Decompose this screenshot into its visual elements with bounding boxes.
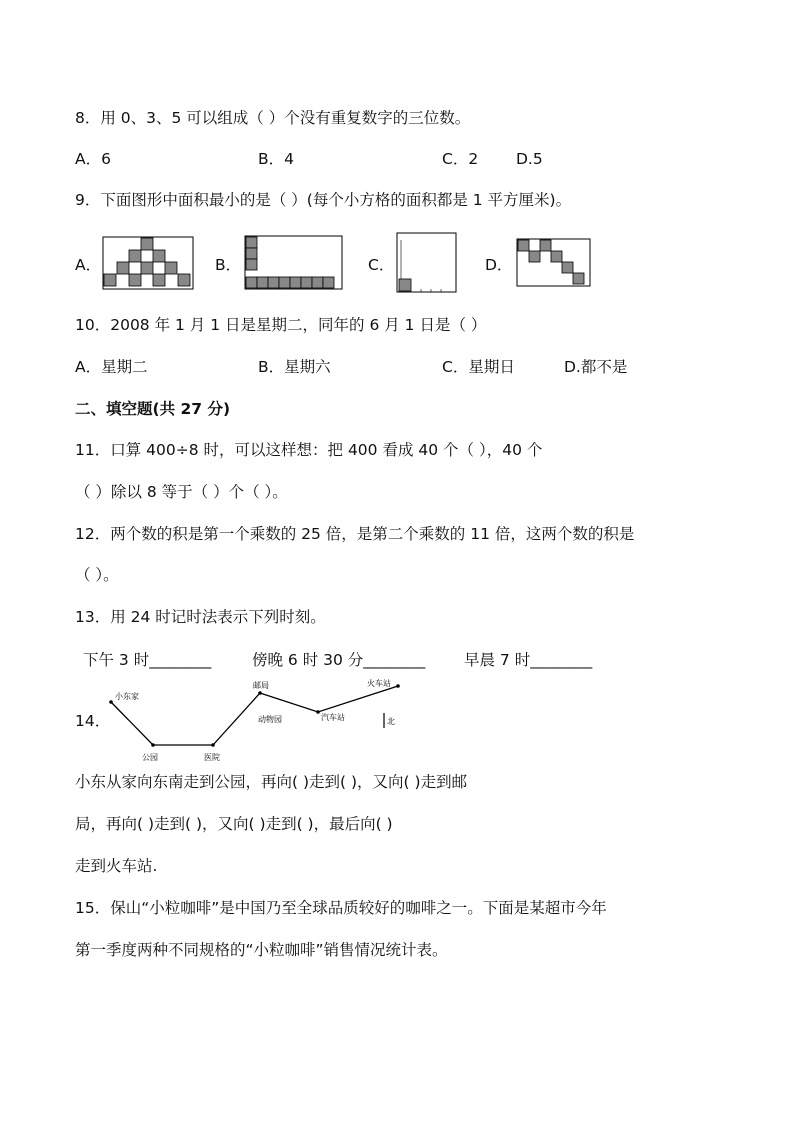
q14-line1: 小东从家向东南走到公园，再向( )走到( )，又向( )走到邮 — [75, 773, 468, 791]
q9-figure-a — [102, 236, 194, 290]
q9-figure-b — [244, 235, 344, 291]
q13-item-3[interactable]: 早晨 7 时________ — [464, 651, 593, 669]
q13-item-2[interactable]: 傍晚 6 时 30 分________ — [252, 651, 426, 669]
q9-figure-c — [396, 232, 458, 294]
q9-label-c[interactable]: C． — [368, 256, 395, 274]
q13-item-1[interactable]: 下午 3 时________ — [83, 651, 212, 669]
q10-option-c[interactable]: C．星期日 — [442, 358, 515, 376]
q14-number: 14． — [75, 712, 111, 730]
map-label-post: 邮局 — [253, 681, 269, 690]
map-label-park: 公园 — [142, 753, 158, 762]
q11-line2: （ ）除以 8 等于（ ）个（ ）。 — [75, 483, 288, 501]
q14-route-map — [100, 676, 420, 766]
q9-label-a[interactable]: A． — [75, 256, 102, 274]
q9-label-b[interactable]: B． — [215, 256, 242, 274]
q15-line1: 15．保山“小粒咖啡”是中国乃至全球品质较好的咖啡之一。下面是某超市今年 — [75, 899, 607, 917]
q15-line2: 第一季度两种不同规格的“小粒咖啡”销售情况统计表。 — [75, 941, 448, 959]
q8-option-b[interactable]: B．4 — [258, 150, 294, 168]
q13-stem: 13．用 24 时记时法表示下列时刻。 — [75, 608, 326, 626]
q8-option-c[interactable]: C．2 — [442, 150, 479, 168]
map-label-zoo: 动物园 — [258, 715, 282, 724]
q8-option-a[interactable]: A．6 — [75, 150, 111, 168]
map-label-bus: 汽车站 — [321, 713, 345, 722]
q8-stem: 8．用 0、3、5 可以组成（ ）个没有重复数字的三位数。 — [75, 109, 471, 127]
q10-option-a[interactable]: A．星期二 — [75, 358, 148, 376]
q14-line3: 走到火车站. — [75, 857, 158, 875]
q9-stem: 9．下面图形中面积最小的是（ ）(每个小方格的面积都是 1 平方厘米)。 — [75, 191, 572, 209]
q8-option-d[interactable]: D.5 — [516, 150, 543, 168]
q11-line1: 11．口算 400÷8 时，可以这样想：把 400 看成 40 个（ ），40 个 — [75, 441, 543, 459]
q12-line2: （ ）。 — [75, 566, 119, 584]
section-title-fill-blank: 二、填空题(共 27 分) — [75, 400, 231, 418]
q9-label-d[interactable]: D． — [485, 256, 513, 274]
map-label-train: 火车站 — [367, 679, 391, 688]
map-label-hospital: 医院 — [204, 753, 220, 762]
q14-line2: 局，再向( )走到( )，又向( )走到( )，最后向( ) — [75, 815, 393, 833]
map-label-north: 北 — [387, 717, 395, 726]
q9-figure-d — [516, 238, 592, 288]
q10-option-b[interactable]: B．星期六 — [258, 358, 331, 376]
map-label-home: 小东家 — [115, 692, 139, 701]
q12-line1: 12．两个数的积是第一个乘数的 25 倍，是第二个乘数的 11 倍，这两个数的积是 — [75, 525, 635, 543]
q10-option-d[interactable]: D.都不是 — [564, 358, 628, 376]
q10-stem: 10．2008 年 1 月 1 日是星期二，同年的 6 月 1 日是（ ） — [75, 316, 487, 334]
